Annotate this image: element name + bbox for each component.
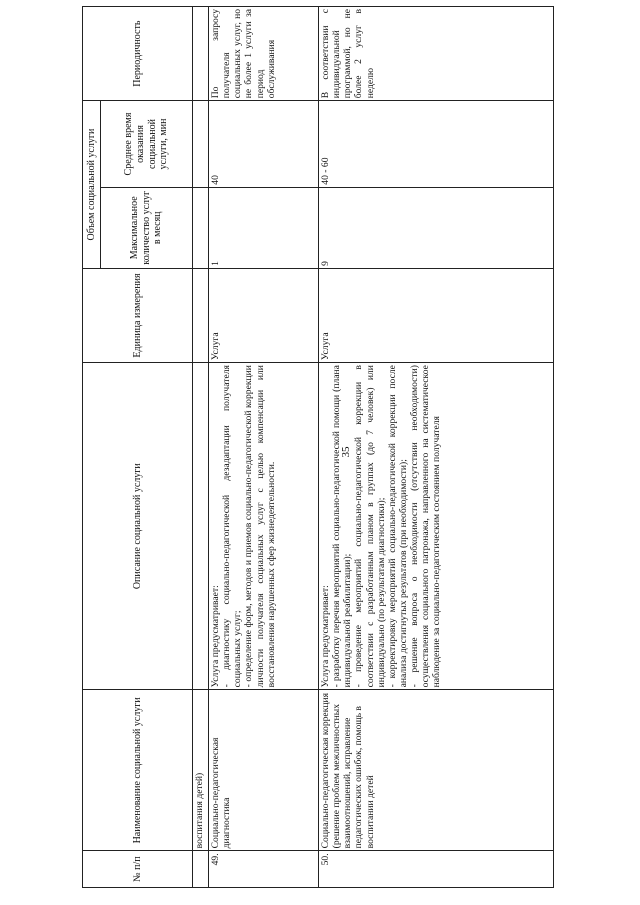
continuation-text: воспитания детей) [193, 690, 209, 851]
header-desc: Описание социальной услуги [83, 363, 193, 690]
row-49-period: По запросу получателя социальных услуг, но не более 1 услуги за период обслуживания [209, 7, 319, 101]
header-max: Максимальное количество услуг в месяц [101, 187, 193, 268]
services-table [82, 6, 554, 888]
desc-line: Услуга предусматривает: [320, 585, 331, 688]
row-50-name: Социально-педагогическая коррекция (решение проблем межличностных взаимоотношений, исправление педагогических ошибок, помощь в воспитании детей [319, 690, 554, 851]
table-header [83, 7, 193, 888]
desc-line: - проведение мероприятий социально-педагогической коррекции в соответствии с разработанным планом в группах (до 7 человек) или индивидуально (по результатам диагностики); [353, 365, 387, 688]
row-50-desc [319, 363, 554, 690]
desc-line: - диагностику социально-педагогической дезадаптации получателя социальных услуг; [221, 365, 244, 688]
header-name: Наименование социальной услуги [83, 690, 193, 851]
desc-line: - корректировку мероприятий социально-педагогической коррекции после анализа достигнутых результатов (при необходимости); [386, 365, 409, 688]
row-49-desc [209, 363, 319, 690]
row-50-period: В соответствии с индивидуальной программой, но не более 2 услуг в неделю [319, 7, 554, 101]
page-number: 35 [340, 446, 352, 458]
header-unit: Единица измерения [83, 268, 193, 362]
row-49-num: 49. [209, 851, 319, 888]
row-50-max: 9 [319, 187, 554, 268]
table-row [209, 7, 319, 888]
desc-line: - определение форм, методов и приемов социально-педагогической коррекции личности получателя социальных услуг с целью компенсации или восстановления нарушенных сфер жизнедеятельности. [243, 365, 277, 688]
continuation-row [193, 7, 209, 888]
desc-line: Услуга предусматривает: [210, 585, 221, 688]
row-50-unit: Услуга [319, 268, 554, 362]
header-num: № п/п [83, 851, 193, 888]
row-49-avg: 40 [209, 101, 319, 187]
header-avg: Среднее время оказания социальной услуги, мин [101, 101, 193, 187]
row-49-name: Социально-педагогическая диагностика [209, 690, 319, 851]
header-volume: Объем социальной услуги [83, 101, 101, 269]
services-table-container [82, 6, 554, 888]
row-49-max: 1 [209, 187, 319, 268]
row-50-avg: 40 - 60 [319, 101, 554, 187]
desc-line: - решение вопроса о необходимости (отсутствии необходимости) осуществления социального патронажа, направленного на систематическое наблюдение за социально-педагогическим состоянием получателя [409, 365, 443, 688]
header-period: Периодичность [83, 7, 193, 101]
row-50-num: 50. [319, 851, 554, 888]
table-row [319, 7, 554, 888]
row-49-unit: Услуга [209, 268, 319, 362]
desc-line: - разработку перечня мероприятий социально-педагогической помощи (плана индивидуальной реабилитации); [331, 365, 354, 688]
